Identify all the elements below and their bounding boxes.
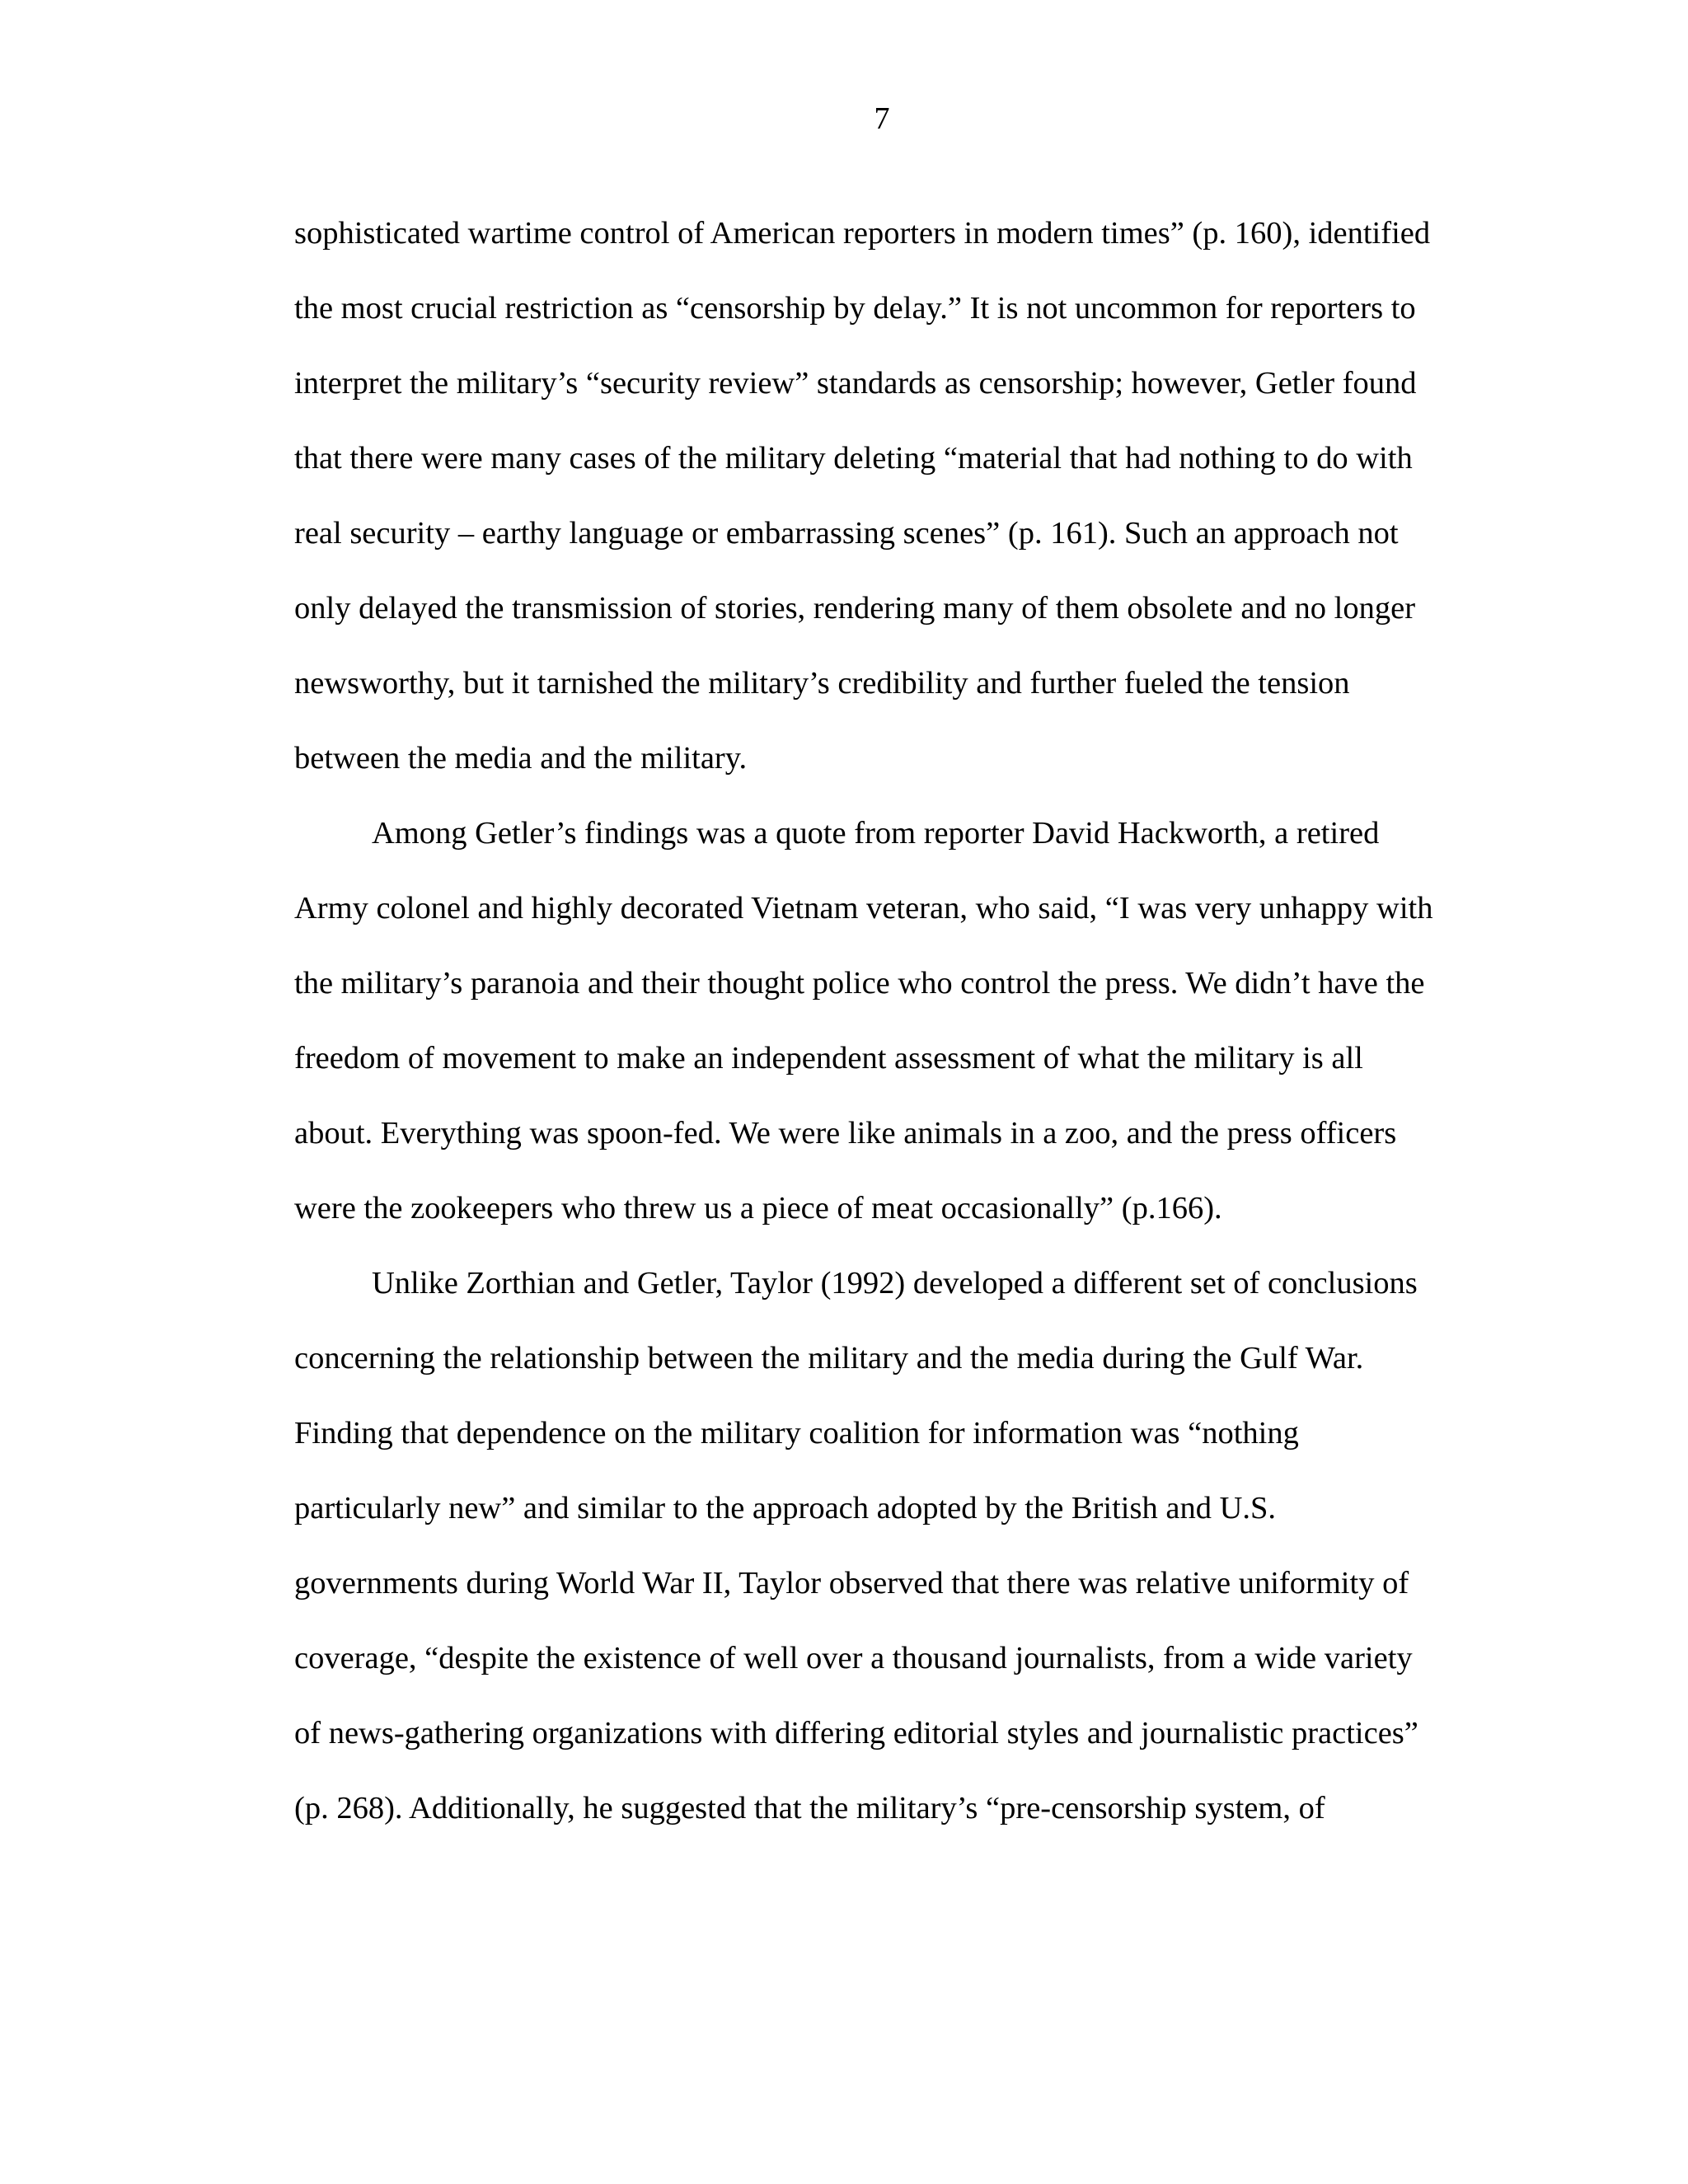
text-line: real security – earthy language or embarrassing scenes” (p. 161). Such an approach not — [294, 516, 1399, 551]
text-line: Unlike Zorthian and Getler, Taylor (1992) developed a different set of conclusions — [372, 1266, 1418, 1301]
text-line: Among Getler’s findings was a quote from reporter David Hackworth, a retired — [372, 816, 1380, 851]
text-line: only delayed the transmission of stories, rendering many of them obsolete and no longer — [294, 591, 1416, 626]
text-line: the most crucial restriction as “censorship by delay.” It is not uncommon for reporters to — [294, 291, 1416, 326]
text-line: were the zookeepers who threw us a piece of meat occasionally” (p.166). — [294, 1191, 1222, 1226]
text-line: interpret the military’s “security review” standards as censorship; however, Getler found — [294, 366, 1417, 401]
text-line: between the media and the military. — [294, 741, 748, 776]
text-line: about. Everything was spoon-fed. We were like animals in a zoo, and the press officers — [294, 1116, 1397, 1151]
text-line: freedom of movement to make an independent assessment of what the military is all — [294, 1041, 1363, 1076]
text-line: newsworthy, but it tarnished the military’s credibility and further fueled the tension — [294, 666, 1350, 701]
text-line: the military’s paranoia and their thought police who control the press. We didn’t have the — [294, 966, 1425, 1001]
page-number: 7 — [874, 101, 890, 136]
text-line: (p. 268). Additionally, he suggested that the military’s “pre-censorship system, of — [294, 1791, 1325, 1825]
text-line: coverage, “despite the existence of well over a thousand journalists, from a wide variety — [294, 1641, 1413, 1675]
text-line: concerning the relationship between the military and the media during the Gulf War. — [294, 1341, 1364, 1376]
text-line: particularly new” and similar to the approach adopted by the British and U.S. — [294, 1491, 1277, 1526]
text-line: governments during World War II, Taylor observed that there was relative uniformity of — [294, 1566, 1409, 1601]
body-text — [294, 196, 1481, 1846]
text-line: Army colonel and highly decorated Vietnam veteran, who said, “I was very unhappy with — [294, 891, 1433, 926]
paragraph — [294, 796, 1481, 1246]
paragraph — [294, 196, 1481, 796]
text-line: of news-gathering organizations with differing editorial styles and journalistic practices” — [294, 1716, 1418, 1750]
text-line: sophisticated wartime control of American reporters in modern times” (p. 160), identified — [294, 216, 1431, 251]
text-line: Finding that dependence on the military coalition for information was “nothing — [294, 1416, 1299, 1451]
text-line: that there were many cases of the military deleting “material that had nothing to do with — [294, 441, 1413, 476]
paragraph — [294, 1246, 1481, 1846]
